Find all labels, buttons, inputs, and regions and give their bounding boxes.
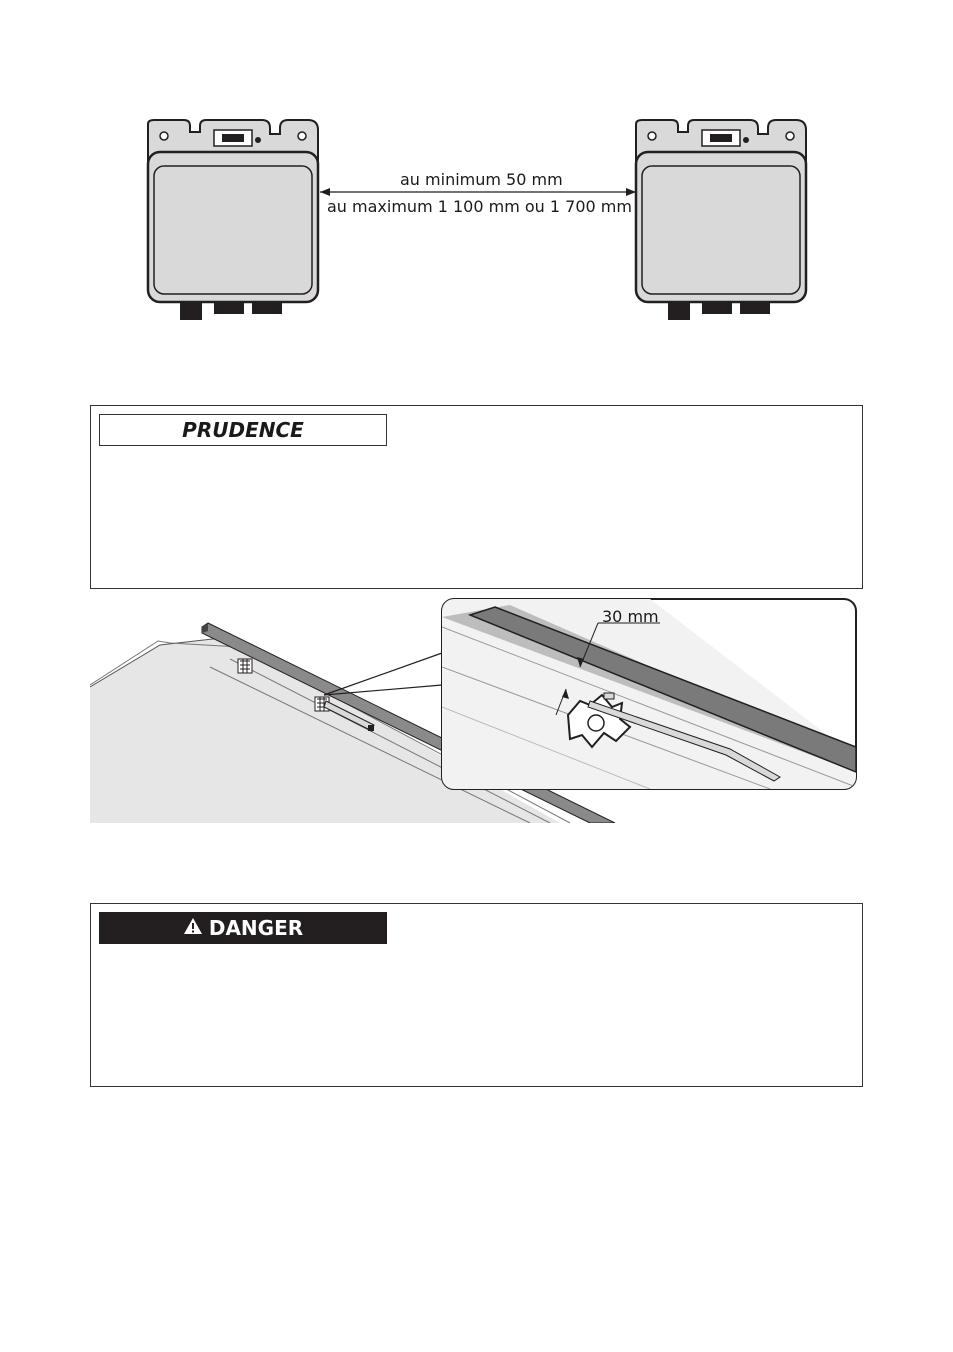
maximum-distance-label: au maximum 1 100 mm ou 1 700 mm xyxy=(327,197,632,216)
caution-title: PRUDENCE xyxy=(182,418,304,442)
rail-mounting-figure xyxy=(90,597,860,823)
warning-triangle-icon xyxy=(183,916,203,940)
danger-header xyxy=(99,912,387,944)
danger-notice xyxy=(90,903,863,1087)
clearance-distance-label: 30 mm xyxy=(602,607,659,626)
inverter-spacing-figure xyxy=(130,110,830,330)
inverter-spacing-drawing xyxy=(130,110,830,330)
caution-header xyxy=(99,414,387,446)
right-inverter xyxy=(636,120,806,320)
danger-title: DANGER xyxy=(208,916,304,940)
rail-mounting-drawing xyxy=(90,597,860,823)
caution-notice xyxy=(90,405,863,589)
minimum-distance-label: au minimum 50 mm xyxy=(400,170,563,189)
left-inverter xyxy=(148,120,318,320)
